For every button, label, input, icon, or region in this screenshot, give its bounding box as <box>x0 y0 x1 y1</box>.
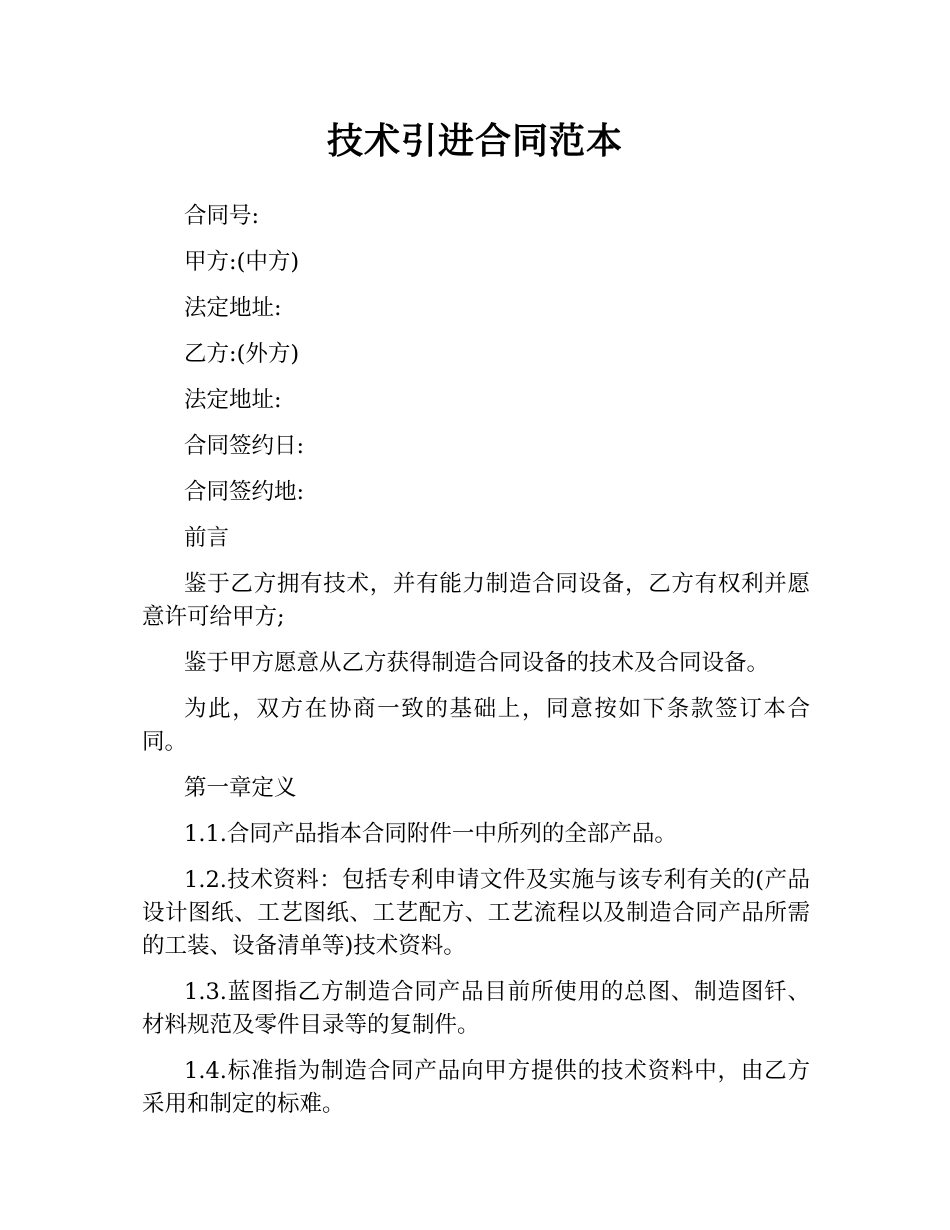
definition-clause: 1.1.合同产品指本合同附件一中所列的全部产品。 <box>184 821 677 847</box>
party-a-field: 甲方:(中方) <box>184 249 300 275</box>
definition-clause: 1.3.蓝图指乙方制造合同产品目前所使用的总图、制造图钎、材料规范及零件目录等的复制件。 <box>142 979 810 1038</box>
contract-number-field: 合同号: <box>184 203 260 229</box>
signing-place-field: 合同签约地: <box>184 479 305 505</box>
definition-clause: 1.2.技术资料：包括专利申请文件及实施与该专利有关的(产品设计图纸、工艺图纸、工艺配方、工艺流程以及制造合同产品所需的工装、设备清单等)技术资料。 <box>142 867 810 959</box>
party-b-field: 乙方:(外方) <box>184 341 300 367</box>
preface-paragraph: 鉴于甲方愿意从乙方获得制造合同设备的技术及合同设备。 <box>184 650 770 676</box>
preface-paragraph: 鉴于乙方拥有技术，并有能力制造合同设备，乙方有权利并愿意许可给甲方; <box>142 571 810 630</box>
definition-clause: 1.4.标准指为制造合同产品向甲方提供的技术资料中，由乙方采用和制定的标难。 <box>142 1058 810 1117</box>
preface-paragraph: 为此，双方在协商一致的基础上，同意按如下条款签订本合同。 <box>142 696 810 755</box>
chapter-heading: 第一章定义 <box>184 775 297 801</box>
preface-heading: 前言 <box>184 525 230 551</box>
document-title: 技术引进合同范本 <box>326 121 623 162</box>
signing-date-field: 合同签约日: <box>184 433 305 459</box>
party-a-address-field: 法定地址: <box>184 295 282 321</box>
document-body <box>142 200 810 1134</box>
party-b-address-field: 法定地址: <box>184 387 282 413</box>
